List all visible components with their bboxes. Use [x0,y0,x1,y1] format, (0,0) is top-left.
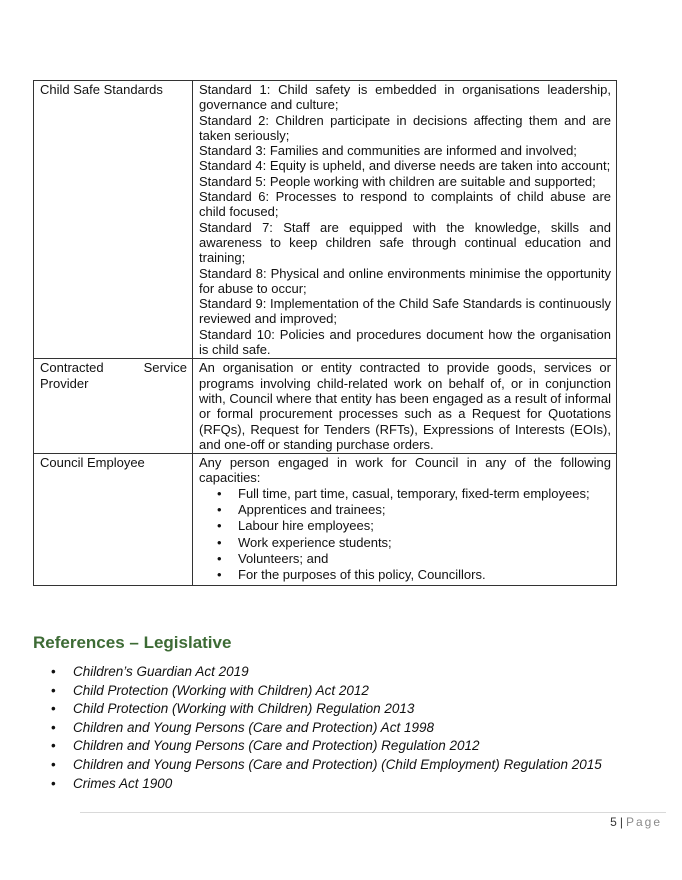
employee-intro: Any person engaged in work for Council in any of the following capacities: [199,455,611,486]
standard-9: Standard 9: Implementation of the Child Safe Standards is continuously reviewed and improved; [199,296,611,327]
standard-10: Standard 10: Policies and procedures document how the organisation is child safe. [199,326,611,358]
list-item: • Crimes Act 1900 [51,775,602,794]
standard-7: Standard 7: Staff are equipped with the knowledge, skills and awareness to keep children safe through continual education and training; [199,219,611,266]
table-row [34,359,617,454]
term-cell: Child Safe Standards [34,81,193,359]
definition-cell: An organisation or entity contracted to provide goods, services or programs involving child-related work on behalf of, or in conjunction with, Council where that entity has been engaged as a result of informal or formal procurement processes such as a Request for Quotations (RFQs), Request for Tenders (RFTs), Expressions of Interests (EOIs), and one-off or standing purchase orders. [193,359,617,454]
definition-cell [193,81,617,359]
table-row [34,454,617,585]
standard-3: Standard 3: Families and communities are informed and involved; [199,143,577,159]
list-item: • Apprentices and trainees; [217,502,611,518]
list-item: • Labour hire employees; [217,518,611,534]
list-item: • Full time, part time, casual, temporary, fixed-term employees; [217,486,611,502]
standard-2: Standard 2: Children participate in decisions affecting them and are taken seriously; [199,112,611,143]
standard-1: Standard 1: Child safety is embedded in organisations leadership, governance and culture; [199,82,611,113]
references-heading: References – Legislative [33,633,232,652]
list-item: • Child Protection (Working with Children) Regulation 2013 [51,700,602,719]
page-word: Page [625,815,662,829]
list-item: • Children and Young Persons (Care and Protection) (Child Employment) Regulation 2015 [51,756,602,775]
term-cell: Council Employee [34,454,193,585]
standard-5: Standard 5: People working with children are suitable and supported; [199,173,596,189]
page-separator: | [619,815,623,829]
standard-6: Standard 6: Processes to respond to complaints of child abuse are child focused; [199,189,611,220]
list-item: • Work experience students; [217,535,611,551]
list-item: • Children’s Guardian Act 2019 [51,663,602,682]
standard-8: Standard 8: Physical and online environments minimise the opportunity for abuse to occur; [199,265,611,296]
definitions-table [33,80,617,586]
list-item: • For the purposes of this policy, Councillors. [217,567,611,583]
page-number [610,815,662,829]
list-item: • Children and Young Persons (Care and Protection) Act 1998 [51,719,602,738]
term-cell: Contracted Service Provider [34,359,193,454]
list-item: • Children and Young Persons (Care and Protection) Regulation 2012 [51,737,602,756]
page-number-value: 5 [610,815,617,829]
references-list [51,663,602,793]
definition-cell [193,454,617,585]
table-row [34,81,617,359]
list-item: • Volunteers; and [217,551,611,567]
list-item: • Child Protection (Working with Children) Act 2012 [51,682,602,701]
capacities-list [199,486,611,584]
standard-4: Standard 4: Equity is upheld, and diverse needs are taken into account; [199,158,611,174]
footer-divider [80,812,666,813]
